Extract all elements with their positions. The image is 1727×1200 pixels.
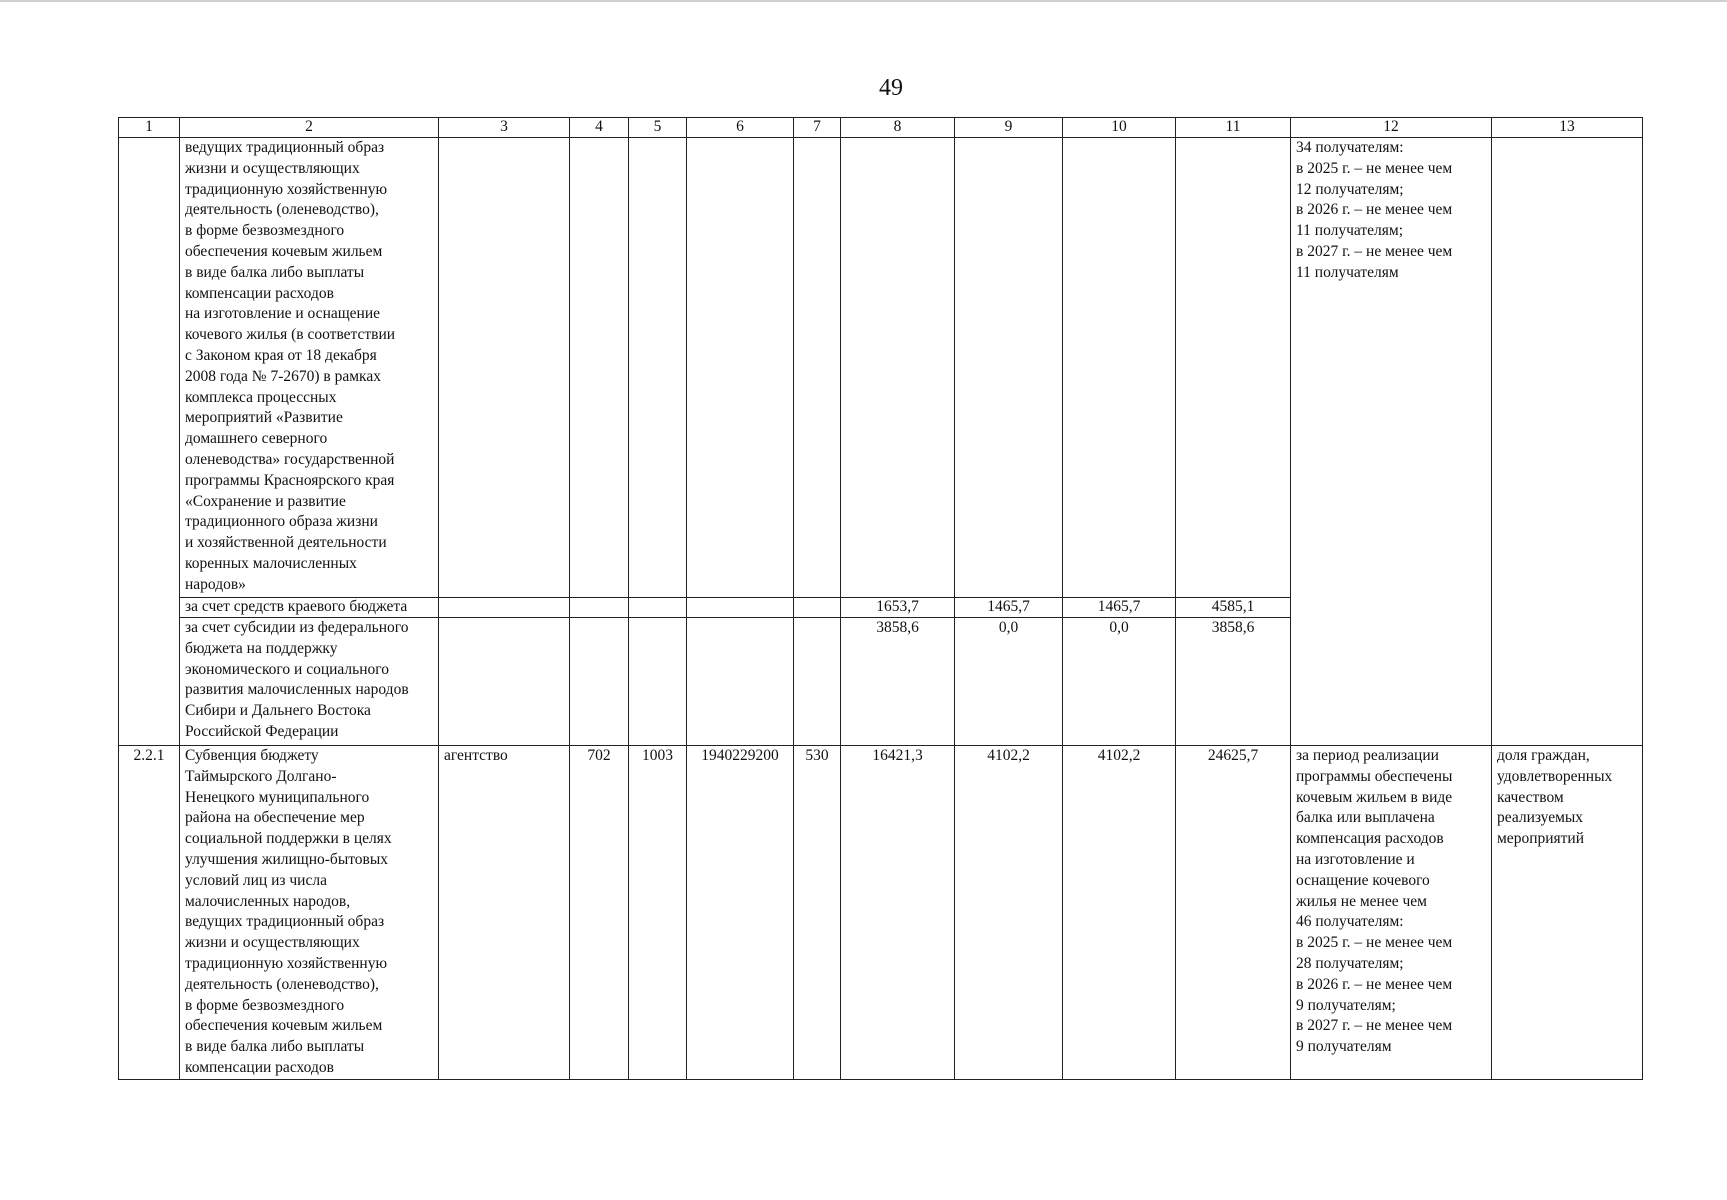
amount-2025: 3858,6 — [841, 618, 955, 746]
executor-cell — [439, 598, 570, 618]
amount-cell — [1063, 138, 1176, 598]
funding-source-label: за счет субсидии из федерального бюджета на поддержку экономического и социального развития малочисленных народов Сибири и Дальнего Востока Российской Федерации — [180, 618, 439, 746]
measure-description: ведущих традиционный образ жизни и осуществляющих традиционную хозяйственную деятельность (оленеводство), в форме безвозмездного обеспечения кочевым жильем в виде балка либо выплаты компенсации расходов на изготовление и оснащение кочевого жилья (в соответствии с Законом края от 18 декабря 2008 года № 7-2670) в рамках комплекса процессных мероприятий «Развитие домашнего северного оленеводства» государственной программы Красноярского края «Сохранение и развитие традиционного образа жизни и хозяйственной деятельности коренных малочисленных народов» — [180, 138, 439, 598]
expected-result: 34 получателям: в 2025 г. – не менее чем 12 получателям; в 2026 г. – не менее чем 11 получателям; в 2027 г. – не менее чем 11 получателям — [1291, 138, 1492, 746]
amount-2026: 0,0 — [955, 618, 1063, 746]
code-cell — [570, 598, 629, 618]
column-header-row — [119, 118, 1643, 138]
amount-2027: 4102,2 — [1063, 746, 1176, 1080]
column-header: 6 — [687, 118, 794, 138]
code-cell — [629, 138, 687, 598]
indicator-cell — [1492, 138, 1643, 746]
executor-cell — [439, 618, 570, 746]
amount-total: 4585,1 — [1176, 598, 1291, 618]
continuation-row — [119, 138, 1643, 598]
code-cell — [794, 138, 841, 598]
expense-type-code: 530 — [794, 746, 841, 1080]
code-cell — [570, 138, 629, 598]
amount-2027: 0,0 — [1063, 618, 1176, 746]
scan-edge — [0, 0, 1727, 2]
amount-cell — [841, 138, 955, 598]
code-cell — [687, 618, 794, 746]
column-header: 13 — [1492, 118, 1643, 138]
target-article-code: 1940229200 — [687, 746, 794, 1080]
amount-cell — [1176, 138, 1291, 598]
column-header: 5 — [629, 118, 687, 138]
funding-source-label: за счет средств краевого бюджета — [180, 598, 439, 618]
code-cell — [687, 138, 794, 598]
column-header: 4 — [570, 118, 629, 138]
column-header: 2 — [180, 118, 439, 138]
column-header: 7 — [794, 118, 841, 138]
amount-total: 24625,7 — [1176, 746, 1291, 1080]
column-header: 8 — [841, 118, 955, 138]
amount-2025: 1653,7 — [841, 598, 955, 618]
amount-cell — [955, 138, 1063, 598]
section-code: 1003 — [629, 746, 687, 1080]
code-cell — [687, 598, 794, 618]
code-cell — [570, 618, 629, 746]
code-cell — [794, 618, 841, 746]
row-number: 2.2.1 — [119, 746, 180, 1080]
grbs-code: 702 — [570, 746, 629, 1080]
page-number: 49 — [879, 75, 903, 101]
code-cell — [629, 598, 687, 618]
executor-cell — [439, 138, 570, 598]
code-cell — [629, 618, 687, 746]
amount-2027: 1465,7 — [1063, 598, 1176, 618]
executor: агентство — [439, 746, 570, 1080]
column-header: 11 — [1176, 118, 1291, 138]
column-header: 3 — [439, 118, 570, 138]
amount-2026: 4102,2 — [955, 746, 1063, 1080]
amount-2026: 1465,7 — [955, 598, 1063, 618]
amount-2025: 16421,3 — [841, 746, 955, 1080]
expected-result: за период реализации программы обеспечены кочевым жильем в виде балка или выплачена компенсация расходов на изготовление и оснащение кочевого жилья не менее чем 46 получателям: в 2025 г. – не менее чем 28 получателям; в 2026 г. – не менее чем 9 получателям; в 2027 г. – не менее чем 9 получателям — [1291, 746, 1492, 1080]
column-header: 1 — [119, 118, 180, 138]
column-header: 10 — [1063, 118, 1176, 138]
column-header: 9 — [955, 118, 1063, 138]
amount-total: 3858,6 — [1176, 618, 1291, 746]
measure-description: Субвенция бюджету Таймырского Долгано- Ненецкого муниципального района на обеспечение мер социальной поддержки в целях улучшения жилищно-бытовых условий лиц из числа малочисленных народов, ведущих традиционный образ жизни и осуществляющих традиционную хозяйственную деятельность (оленеводство), в форме безвозмездного обеспечения кочевым жильем в виде балка либо выплаты компенсации расходов — [180, 746, 439, 1080]
budget-table — [118, 117, 1643, 1080]
indicator: доля граждан, удовлетворенных качеством реализуемых мероприятий — [1492, 746, 1643, 1080]
row-number-cell — [119, 138, 180, 746]
code-cell — [794, 598, 841, 618]
column-header: 12 — [1291, 118, 1492, 138]
item-2-2-1-row — [119, 746, 1643, 1080]
